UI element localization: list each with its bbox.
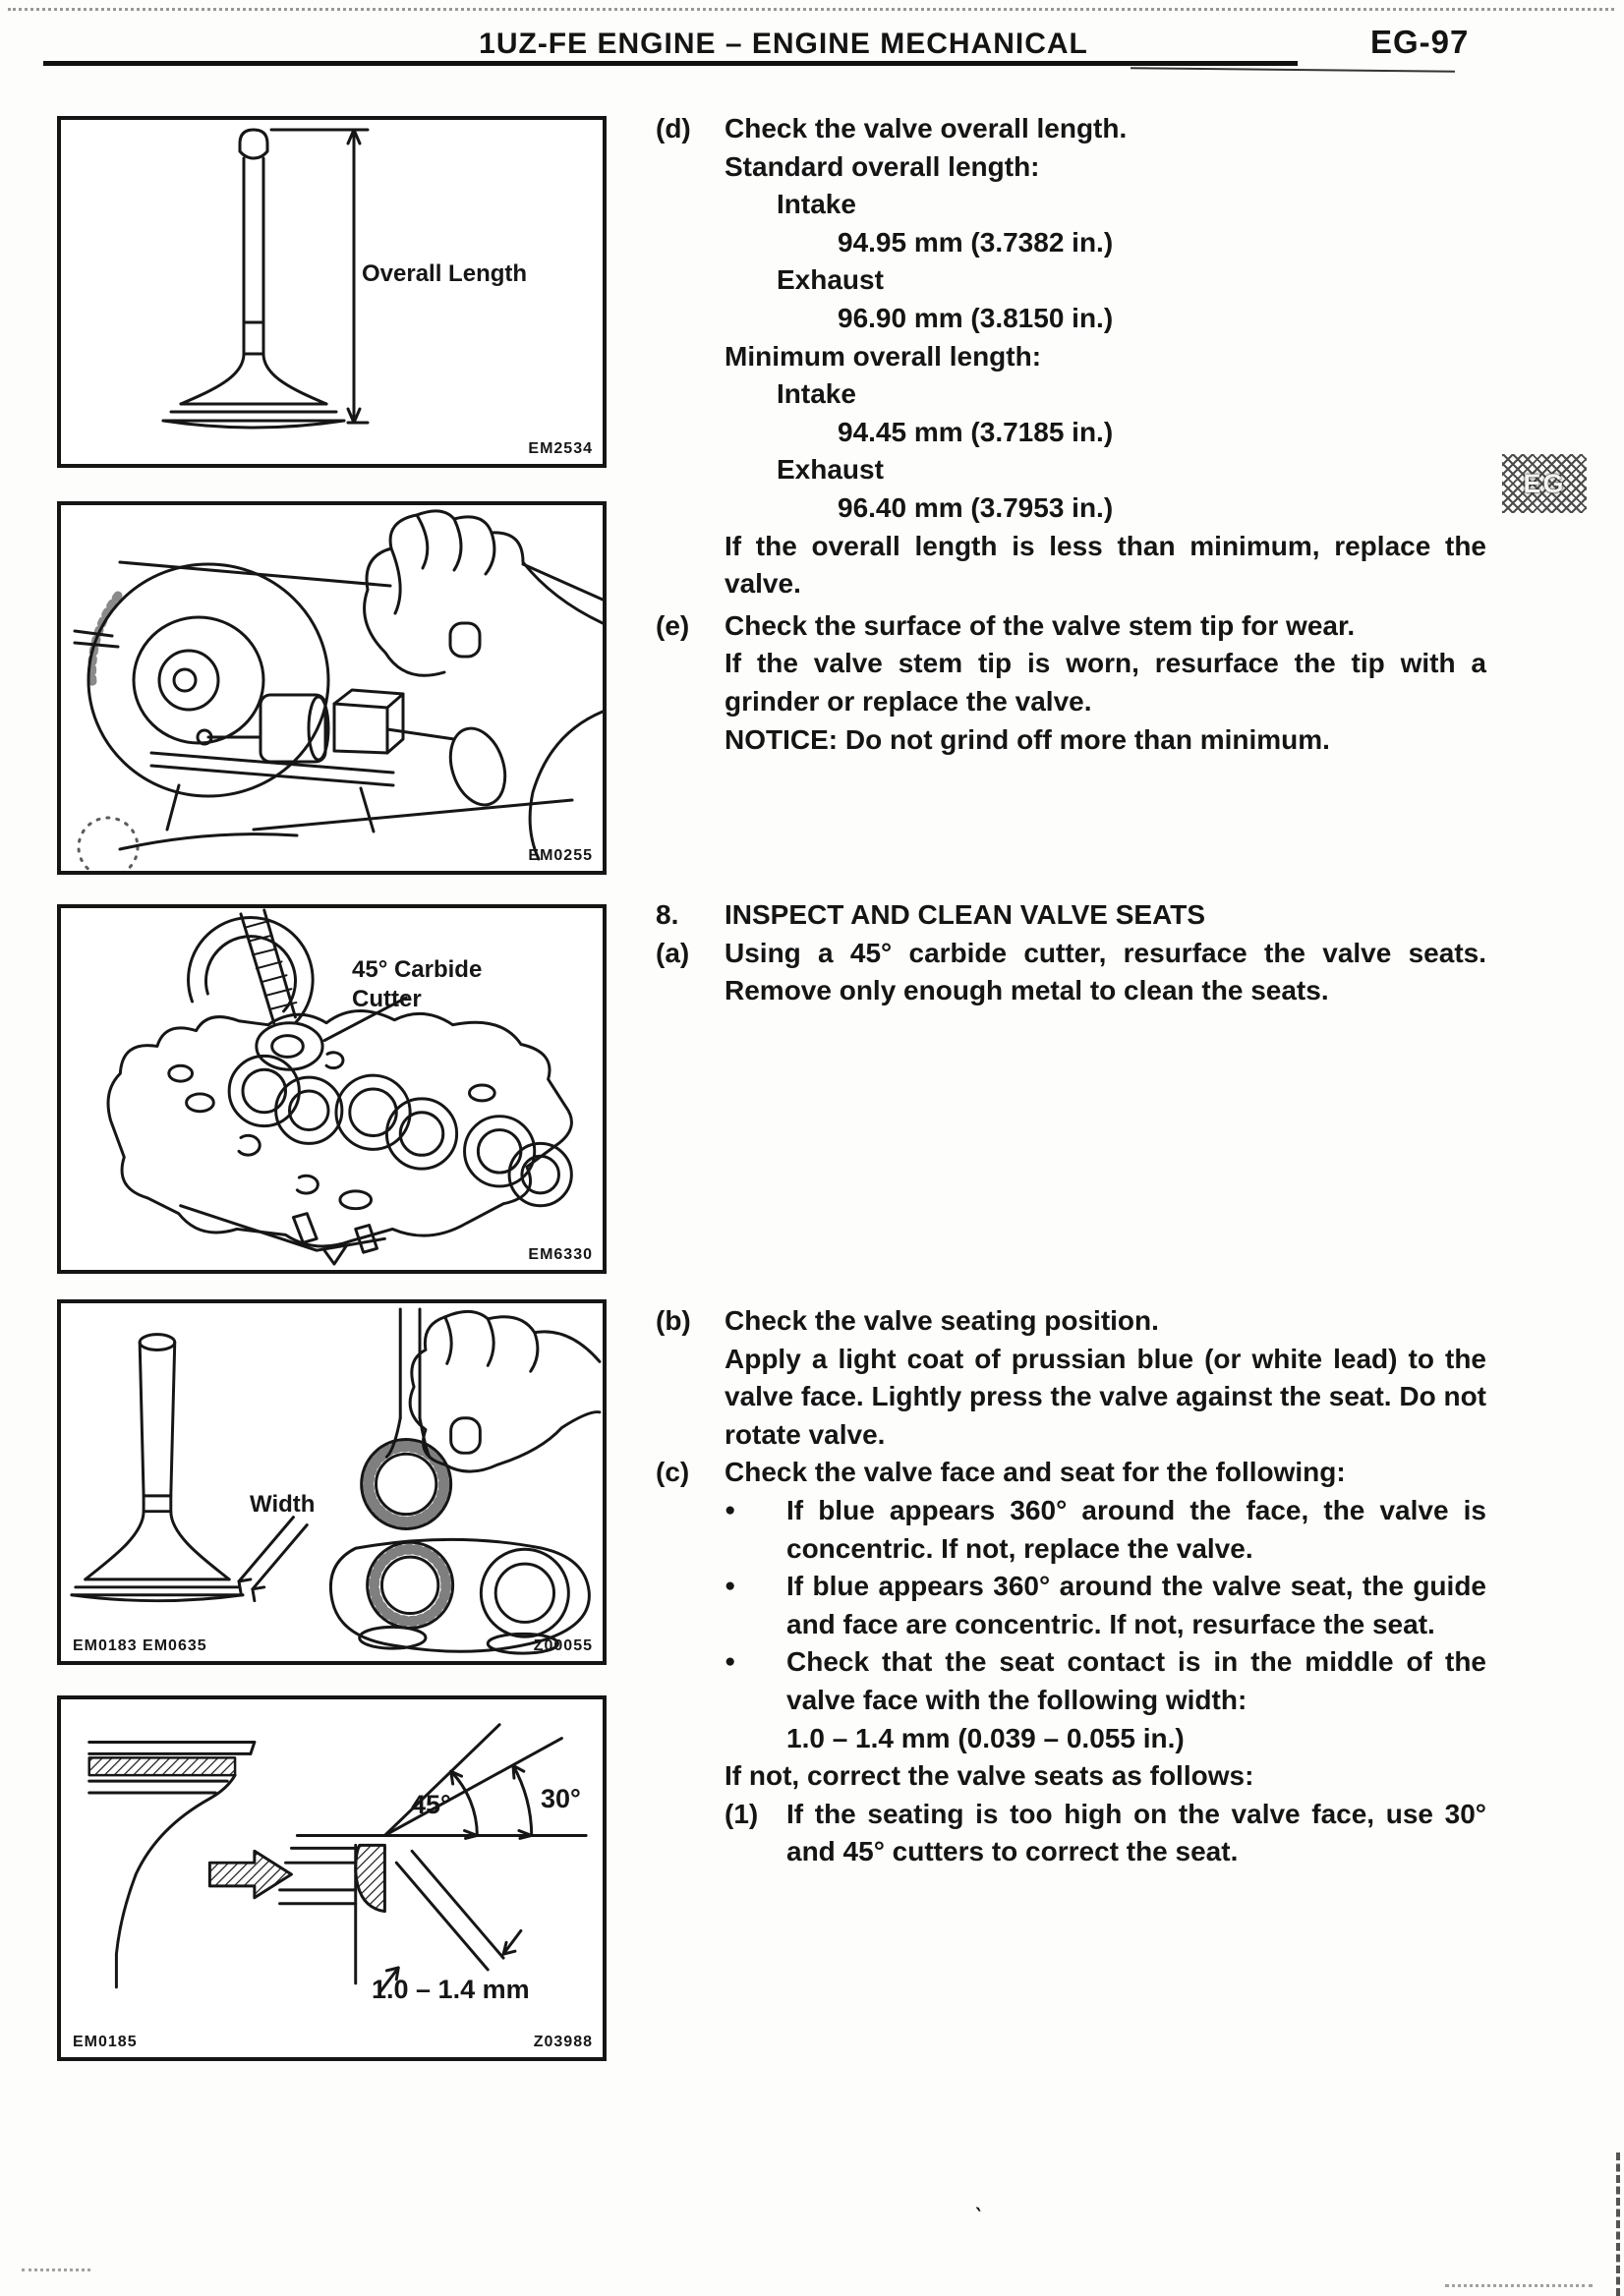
overall-length-label: Overall Length [362, 260, 528, 287]
bullet-1-text: If blue appears 360° around the face, the valve is concentric. If not, replace the valve. [786, 1494, 1486, 1564]
carbide-cutter-label: 45° Carbide Cutter [352, 956, 483, 1012]
spec-line: 96.90 mm (3.8150 in.) [838, 302, 1114, 333]
item-c [656, 1454, 1486, 1492]
bullet-icon: ● [725, 1576, 736, 1597]
spec-line: Exhaust [777, 454, 884, 486]
spec-line: Minimum overall length: [725, 340, 1042, 372]
item-c-text: Check the valve face and seat for the following: [725, 1457, 1346, 1488]
item-e-text: Check the surface of the valve stem tip for wear. [725, 609, 1356, 641]
scan-noise-top [8, 8, 1614, 11]
item-b-text: Check the valve seating position. [725, 1305, 1159, 1336]
sub-item-1-marker: (1) [725, 1798, 759, 1829]
spec-line: Intake [777, 189, 856, 220]
text-block-seating [656, 1302, 1486, 1871]
notice-text: NOTICE: Do not grind off more than minimum. [725, 723, 1330, 755]
item-b [656, 1302, 1486, 1341]
bullet-3-text: Check that the seat contact is in the middle of the valve face with the following width: [786, 1646, 1486, 1715]
item-d-text: Check the valve overall length. [725, 113, 1128, 144]
figure-carbide-cutter [57, 904, 607, 1274]
item-b-paragraph: Apply a light coat of prussian blue (or white lead) to the valve face. Lightly press the valve against the seat. Do not rotate valve. [725, 1343, 1486, 1450]
width-label: Width [250, 1491, 316, 1518]
figure-code-right: Z00055 [533, 1637, 593, 1654]
section-tab-eg [1502, 454, 1587, 513]
figure-code-left: EM0183 EM0635 [73, 1637, 207, 1654]
angle-30-label: 30° [541, 1784, 581, 1813]
sub-item-1-text: If the seating is too high on the valve face, use 30° and 45° cutters to correct the seat. [786, 1798, 1486, 1867]
figure-code-left: EM0185 [73, 2034, 138, 2050]
follow-up-text: If not, correct the valve seats as follows: [725, 1760, 1254, 1792]
bullet-item-2 [725, 1568, 1486, 1643]
figure-code: EM0255 [528, 847, 593, 864]
page-title: 1UZ-FE ENGINE – ENGINE MECHANICAL [479, 28, 1088, 60]
spec-line: Exhaust [777, 264, 884, 296]
section-8-heading [656, 896, 1486, 935]
figure-seat-angles [57, 1695, 607, 2061]
bullet-icon: ● [725, 1499, 736, 1521]
figure-seating-position-check [57, 1299, 607, 1665]
figure-code-right: Z03988 [533, 2034, 593, 2050]
item-b-marker: (b) [656, 1305, 691, 1336]
spec-line: 94.95 mm (3.7382 in.) [838, 226, 1114, 258]
scan-noise-bottom-right [1445, 2284, 1593, 2287]
item-d-marker: (d) [656, 113, 691, 144]
text-block-valve-length [656, 110, 1486, 759]
header-rule [43, 61, 1298, 66]
header-rule-extension [1131, 67, 1455, 72]
item-c-marker: (c) [656, 1457, 690, 1488]
seating-check-drawing [61, 1303, 603, 1661]
spec-line: Intake [777, 378, 856, 410]
angle-45-label: 45° [411, 1790, 451, 1819]
text-block-section-8 [656, 896, 1486, 1010]
bullet-3-spec: 1.0 – 1.4 mm (0.039 – 0.055 in.) [786, 1722, 1185, 1753]
scan-noise-bottom-left [22, 2268, 90, 2271]
page-number: EG-97 [1370, 24, 1470, 60]
bullet-item-3 [725, 1643, 1486, 1757]
scan-noise-right-edge [1616, 2152, 1620, 2296]
sub-item-1 [725, 1796, 1486, 1871]
scan-speck: ` [970, 2203, 984, 2229]
valve-overall-length-drawing [61, 120, 603, 464]
figure-valve-stem-grinding [57, 501, 607, 875]
section-8-title: INSPECT AND CLEAN VALVE SEATS [725, 899, 1206, 930]
cylinder-head-drawing [61, 908, 603, 1270]
item-d [656, 110, 1486, 148]
spec-line: 96.40 mm (3.7953 in.) [838, 491, 1114, 523]
figure-valve-overall-length [57, 116, 607, 468]
item-a-text: Using a 45° carbide cutter, resurface the valve seats. Remove only enough metal to clean the seats. [725, 937, 1486, 1006]
item-d-tail: If the overall length is less than minimum, replace the valve. [725, 530, 1486, 600]
bullet-2-text: If blue appears 360° around the valve seat, the guide and face are concentric. If not, resurface the seat. [786, 1571, 1486, 1639]
section-tab-label: EG [1523, 468, 1566, 498]
bullet-item-1 [725, 1492, 1486, 1568]
spec-line: 94.45 mm (3.7185 in.) [838, 416, 1114, 447]
figure-code: EM6330 [528, 1246, 593, 1263]
section-8-number: 8. [656, 899, 679, 930]
spec-line: Standard overall length: [725, 150, 1040, 182]
seat-width-label: 1.0 – 1.4 mm [372, 1975, 530, 2004]
figure-code: EM2534 [528, 440, 593, 457]
item-e-paragraph: If the valve stem tip is worn, resurface the tip with a grinder or replace the valve. [725, 648, 1486, 717]
item-a [656, 935, 1486, 1010]
item-e-marker: (e) [656, 609, 690, 641]
item-e [656, 607, 1486, 646]
bullet-icon: ● [725, 1651, 736, 1673]
item-a-marker: (a) [656, 937, 690, 968]
grinder-drawing [61, 505, 603, 871]
